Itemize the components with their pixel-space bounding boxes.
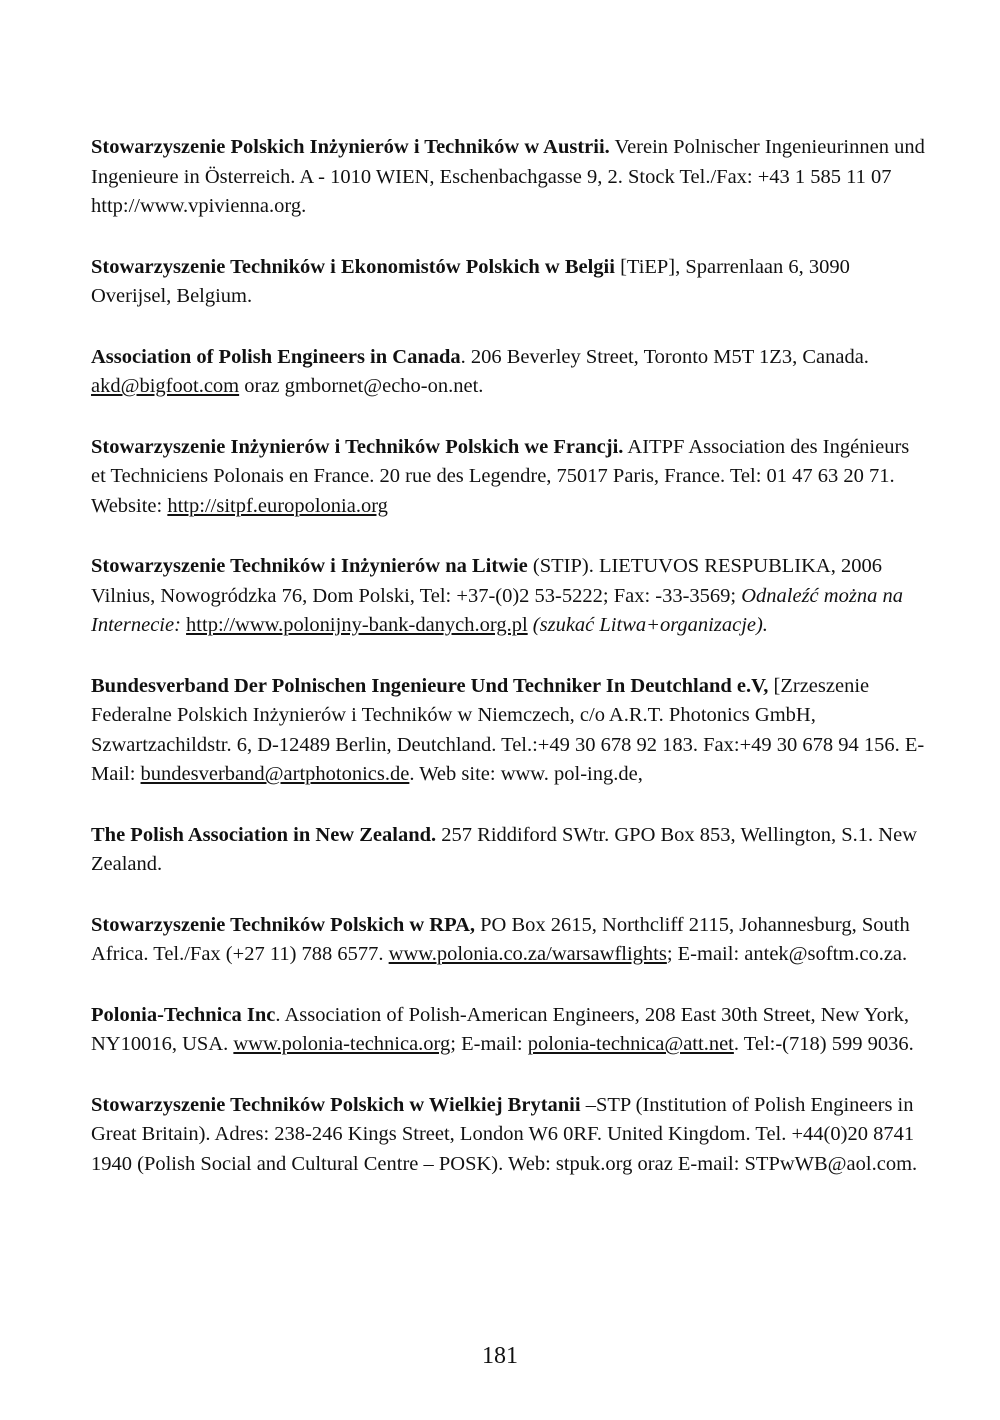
entry-title: Stowarzyszenie Techników Polskich w RPA, xyxy=(91,913,476,936)
document-body xyxy=(91,133,926,1210)
entry-germany xyxy=(91,672,926,790)
entry-text: oraz gmbornet@echo-on.net. xyxy=(239,375,484,397)
entry-title: Stowarzyszenie Techników i Inżynierów na Litwie xyxy=(91,555,528,577)
entry-title: Polonia-Technica Inc xyxy=(91,1003,276,1026)
entry-text: . Web site: www. pol-ing.de, xyxy=(409,763,643,785)
email-link[interactable]: akd@bigfoot.com xyxy=(91,375,240,397)
entry-great-britain xyxy=(91,1091,926,1180)
entry-text: –STP (Institution of Polish Engineers in Great Britain). Adres: 238-246 Kings Street, London W6 0RF. United Kingdom. Tel. +44(0)20 8741 1940 (Polish Social and Cultural Centre – POSK). Web: stpuk.org oraz E-mail: STPwWB@aol.com. xyxy=(91,1093,918,1175)
email-link[interactable]: polonia-technica@att.net xyxy=(527,1033,734,1055)
website-link[interactable]: http://www.polonijny-bank-danych.org.pl xyxy=(186,614,528,636)
entry-text: 257 Riddiford SWtr. GPO Box 853, Wellington, S.1. New Zealand. xyxy=(91,823,918,875)
entry-italic-note: Odnaleźć można na Internecie: xyxy=(91,584,903,636)
entry-usa xyxy=(91,1001,926,1060)
entry-title: Association of Polish Engineers in Canada xyxy=(91,345,461,368)
entry-text: Verein Polnischer Ingenieurinnen und Ingenieure in Österreich. A - 1010 WIEN, Eschenbachgasse 9, 2. Stock Tel./Fax: +43 1 585 11 07 http://www.vpivienna.org. xyxy=(91,136,925,217)
entry-text: AITPF Association des Ingénieurs et Techniciens Polonais en France. 20 rue des Legendre, 75017 Paris, France. Tel: 01 47 63 20 71. Website: xyxy=(91,435,910,517)
entry-text: ; E-mail: xyxy=(450,1033,528,1055)
entry-lithuania xyxy=(91,552,926,641)
entry-canada xyxy=(91,343,926,402)
email-link[interactable]: bundesverband@artphotonics.de xyxy=(140,763,410,785)
entry-austria xyxy=(91,133,926,222)
entry-title: Stowarzyszenie Inżynierów i Techników Polskich we Francji. xyxy=(91,435,624,458)
entry-belgium xyxy=(91,253,926,312)
entry-text: ; E-mail: antek@softm.co.za. xyxy=(666,943,908,965)
entry-title: Stowarzyszenie Polskich Inżynierów i Techników w Austrii. xyxy=(91,136,610,158)
entry-text: [Zrzeszenie Federalne Polskich Inżynierów i Techników w Niemczech, c/o A.R.T. Photonics GmbH, Szwartzachildstr. 6, D-12489 Berlin, Deutchland. Tel.:+49 30 678 92 183. Fax:+49 30 678 94 156. E-Mail: xyxy=(91,674,925,785)
entry-text: (STIP). LIETUVOS RESPUBLIKA, 2006 Vilnius, Nowogródzka 76, Dom Polski, Tel: +37-(0)2 53-5222; Fax: -33-3569; xyxy=(91,555,882,607)
website-link[interactable]: www.polonia.co.za/warsawflights xyxy=(388,943,667,965)
entry-text: . Tel:-(718) 599 9036. xyxy=(733,1033,914,1055)
entry-text: . Association of Polish-American Engineers, 208 East 30th Street, New York, NY10016, USA. xyxy=(91,1003,910,1055)
entry-title: The Polish Association in New Zealand. xyxy=(91,823,437,846)
entry-new-zealand xyxy=(91,821,926,880)
page-number: 181 xyxy=(482,1343,518,1369)
entry-title: Bundesverband Der Polnischen Ingenieure Und Techniker In Deutchland e.V, xyxy=(91,674,769,697)
entry-text: [TiEP], Sparrenlaan 6, 3090 Overijsel, Belgium. xyxy=(91,255,850,307)
entry-text: . 206 Beverley Street, Toronto M5T 1Z3, Canada. xyxy=(460,345,869,368)
entry-south-africa xyxy=(91,911,926,970)
entry-title: Stowarzyszenie Techników Polskich w Wielkiej Brytanii xyxy=(91,1093,581,1116)
website-link[interactable]: www.polonia-technica.org xyxy=(233,1033,451,1055)
entry-title: Stowarzyszenie Techników i Ekonomistów Polskich w Belgii xyxy=(91,255,615,278)
website-link[interactable]: http://sitpf.europolonia.org xyxy=(167,494,388,517)
entry-france xyxy=(91,433,926,522)
entry-italic-note: (szukać Litwa+organizacje). xyxy=(532,614,768,636)
entry-text: PO Box 2615, Northcliff 2115, Johannesburg, South Africa. Tel./Fax (+27 11) 788 6577. xyxy=(91,913,910,965)
